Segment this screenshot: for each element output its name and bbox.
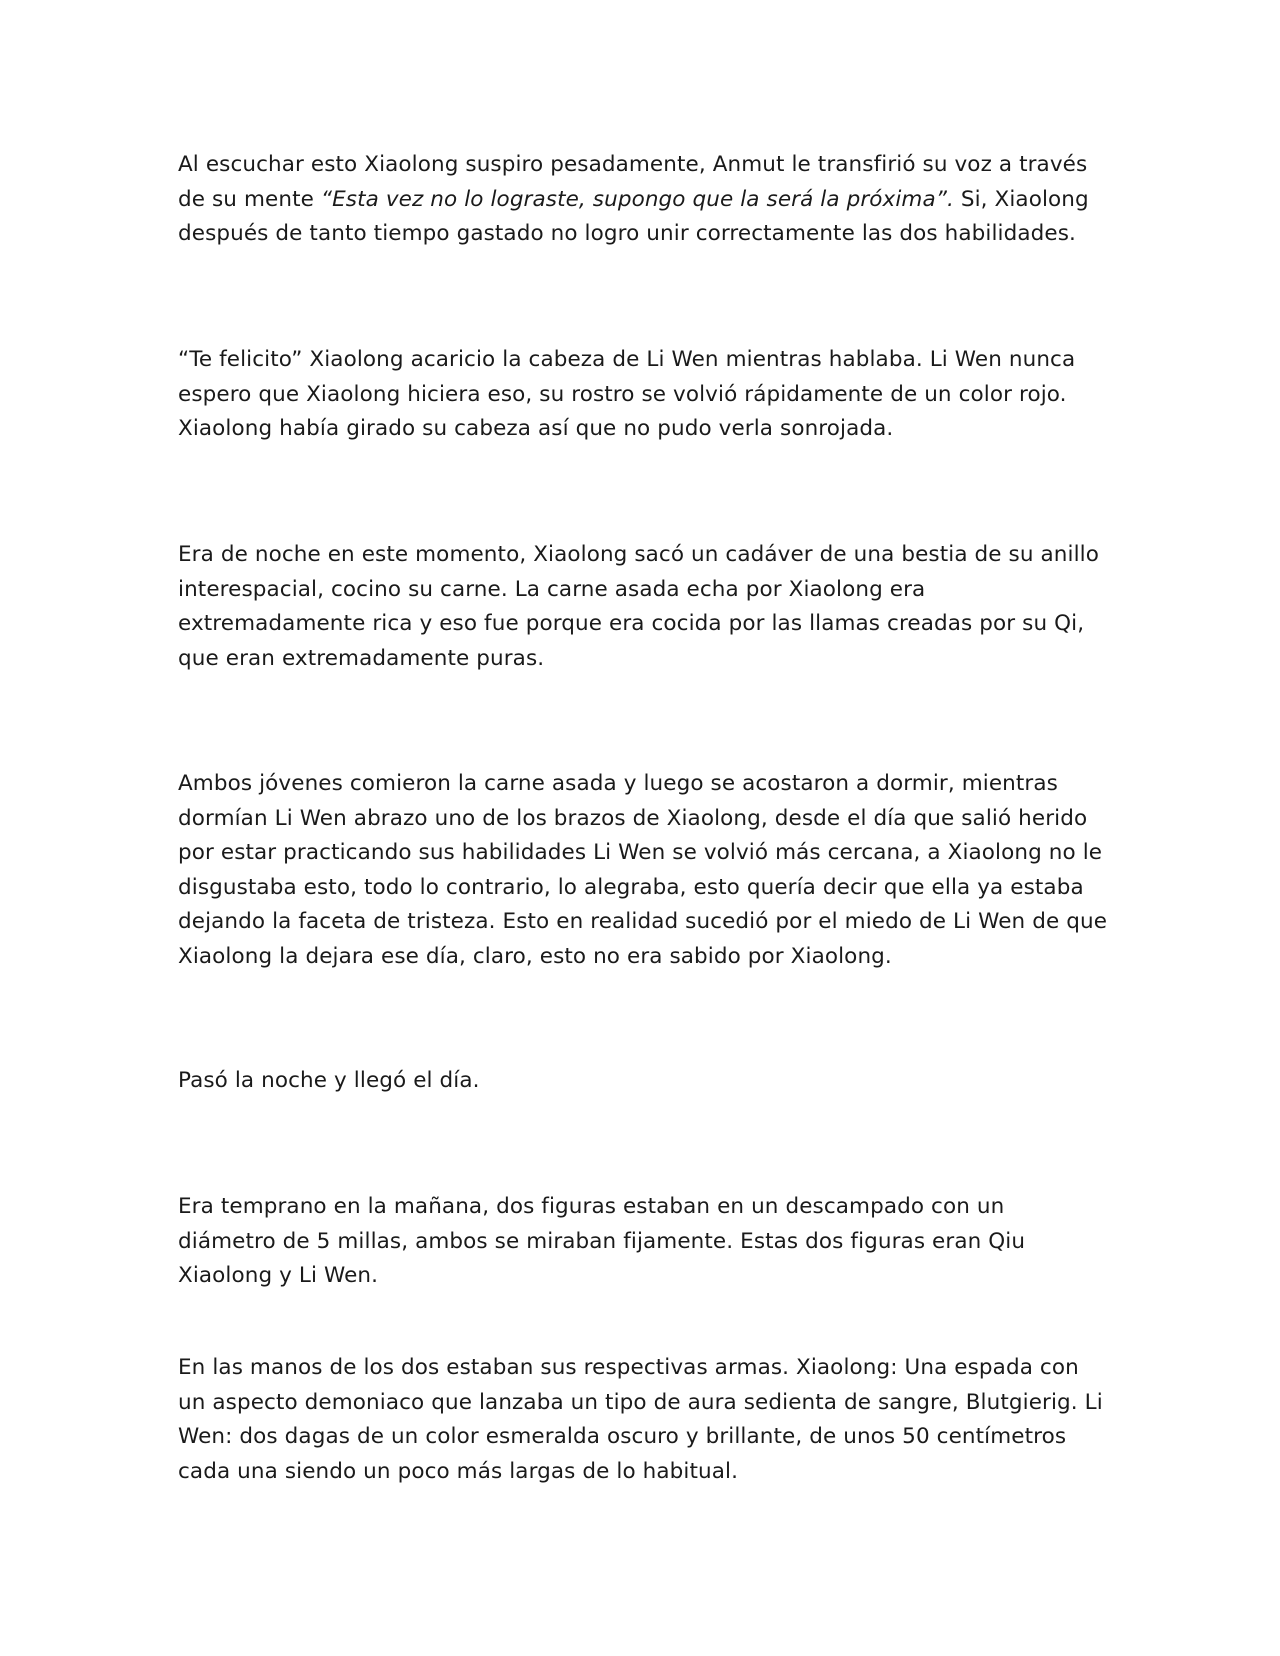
telepathic-quote: “Esta vez no lo lograste, supongo que la será la próxima”. xyxy=(320,186,954,212)
paragraph-2: “Te felicito” Xiaolong acaricio la cabeza de Li Wen mientras hablaba. Li Wen nunca espero que Xiaolong hiciera eso, su rostro se volvió rápidamente de un color rojo. Xiaolong había girado su cabeza así que no pudo verla sonrojada. xyxy=(178,347,1076,441)
paragraph-1-text-end: Si, Xiaolong después de tanto tiempo gastado no logro unir correctamente las dos habilidades. xyxy=(178,186,1089,246)
paragraph-7: En las manos de los dos estaban sus respectivas armas. Xiaolong: Una espada con un aspecto demoniaco que lanzaba un tipo de aura sedienta de sangre, Blutgierig. Li Wen: dos dagas de un color esmeralda oscuro y brillante, de unos 50 centímetros cada una siendo un poco más largas de lo habitual. xyxy=(178,1355,1103,1484)
paragraph-4: Ambos jóvenes comieron la carne asada y luego se acostaron a dormir, mientras dormían Li Wen abrazo uno de los brazos de Xiaolong, desde el día que salió herido por estar practicando sus habilidades Li Wen se volvió más cercana, a Xiaolong no le disgustaba esto, todo lo contrario, lo alegraba, esto quería decir que ella ya estaba dejando la faceta de tristeza. Esto en realidad sucedió por el miedo de Li Wen de que Xiaolong la dejara ese día, claro, esto no era sabido por Xiaolong. xyxy=(178,771,1108,969)
paragraph-1 xyxy=(178,148,1108,252)
paragraph-1-text-start: Al escuchar esto Xiaolong suspiro pesadamente, Anmut le transfirió su voz a través de su mente xyxy=(178,152,1088,212)
paragraph-5: Pasó la noche y llegó el día. xyxy=(178,1068,480,1093)
paragraph-6: Era temprano en la mañana, dos figuras estaban en un descampado con un diámetro de 5 millas, ambos se miraban fijamente. Estas dos figuras eran Qiu Xiaolong y Li Wen. xyxy=(178,1194,1026,1288)
paragraph-3: Era de noche en este momento, Xiaolong sacó un cadáver de una bestia de su anillo interespacial, cocino su carne. La carne asada echa por Xiaolong era extremadamente rica y eso fue porque era cocida por las llamas creadas por su Qi, que eran extremadamente puras. xyxy=(178,542,1099,671)
